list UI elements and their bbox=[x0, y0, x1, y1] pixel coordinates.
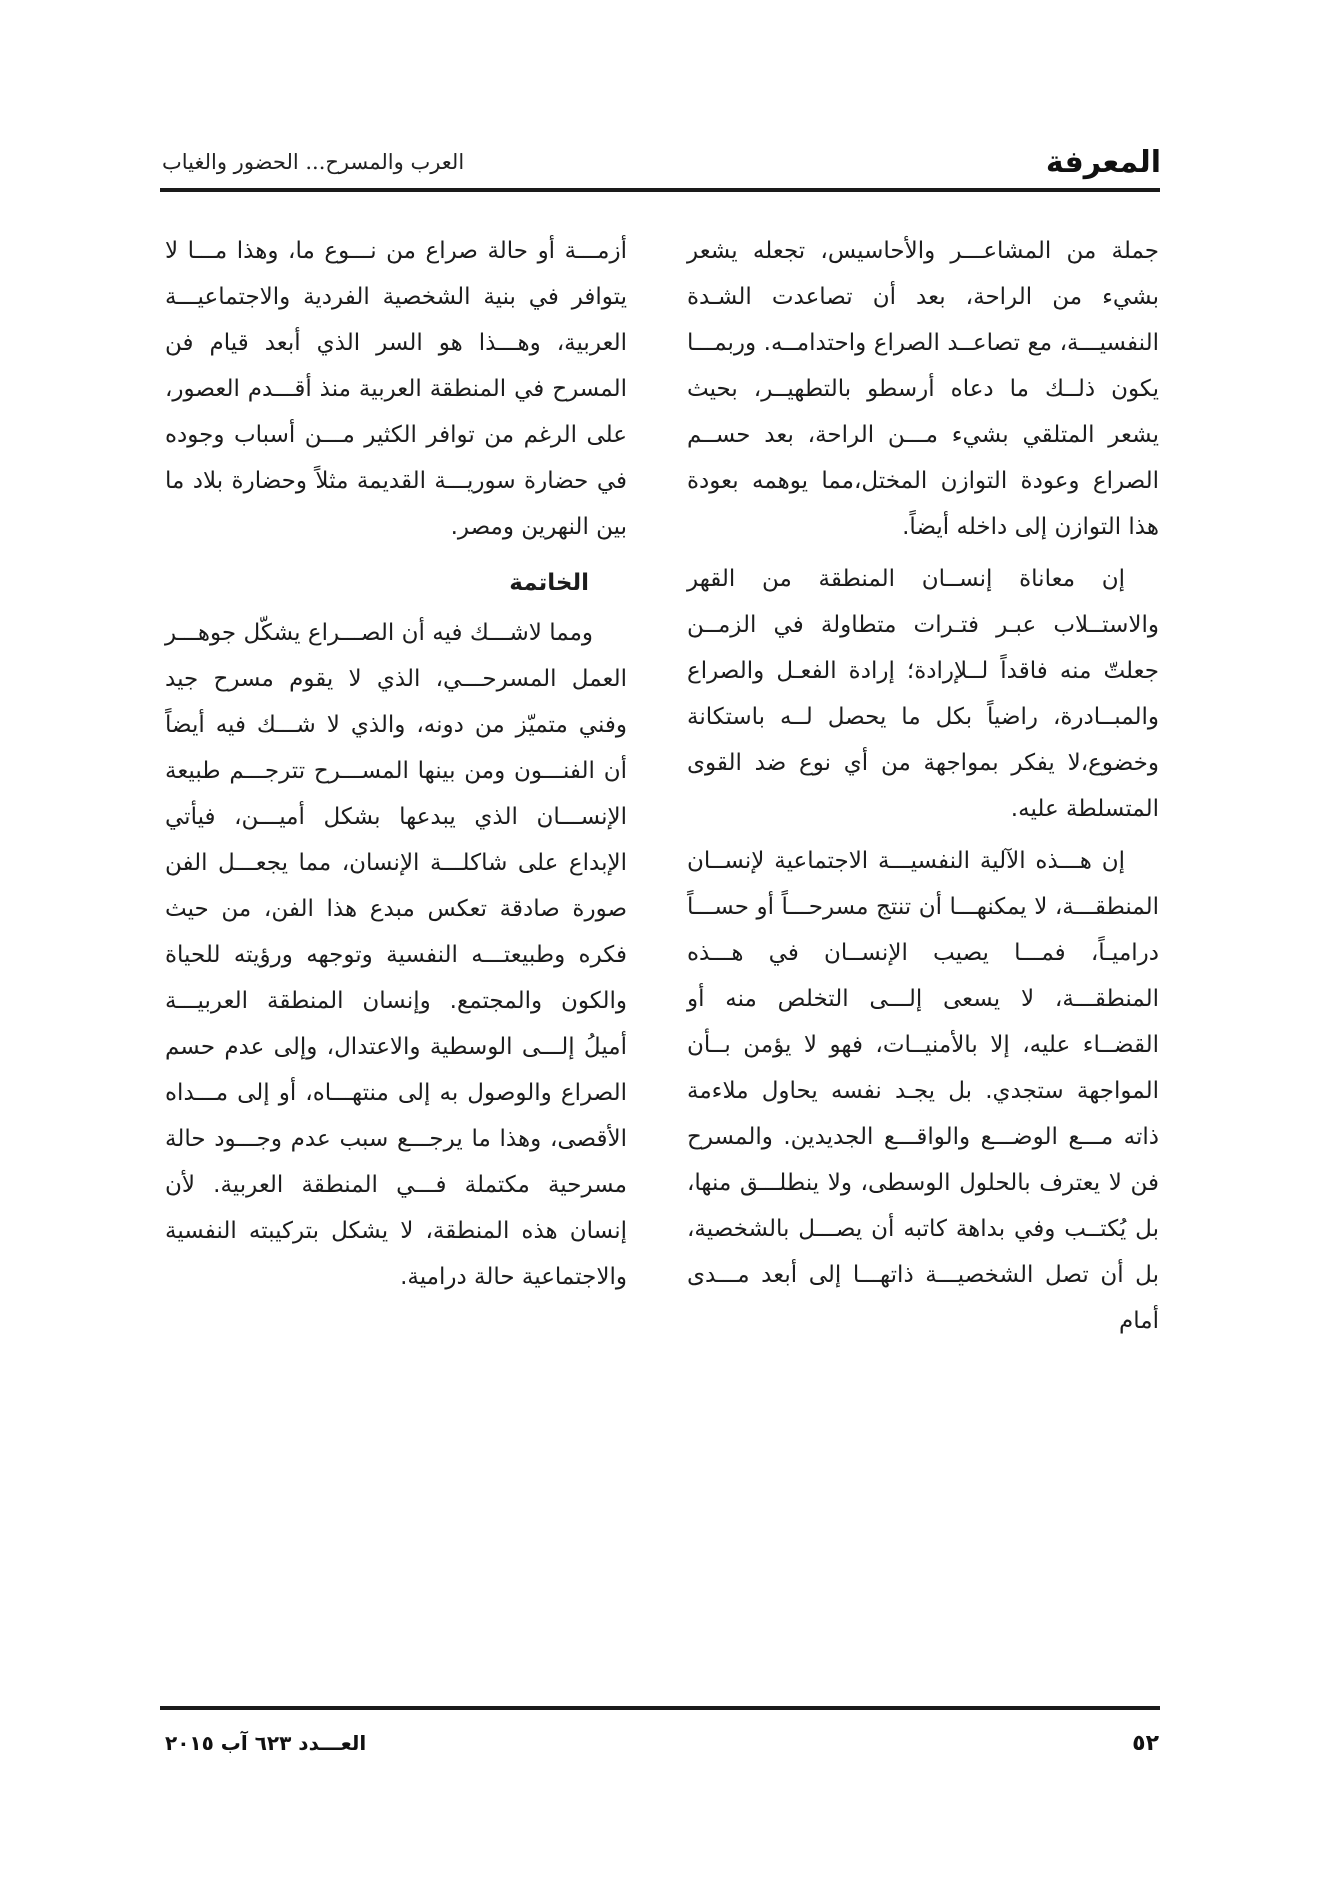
paragraph: إن هـــذه الآلية النفسيـــة الاجتماعية لإنســان المنطقـــة، لا يمكنهـــا أن تنتج مسرحـــاً أو حســـاً دراميـاً، فمـــا يصيب الإنســان في هـــذه المنطقـــة، لا يسعى إلـــى التخلص منه أو القضــاء عليه، إلا بالأمنيــات، فهو لا يؤمن بــأن المواجهة ستجدي. بل يجـد نفسه يحاول ملاءمة ذاته مـــع الوضـــع والواقـــع الجديدين. والمسرح فن لا يعترف بالحلول الوسطى، ولا ينطلـــق منها، بل يُكتــب وفي بداهة كاتبه أن يصـــل بالشخصية، بل أن تصل الشخصيـــة ذاتهـــا إلى أبعد مـــدى أمام bbox=[687, 848, 1159, 1334]
running-title: العرب والمسرح... الحضور والغياب bbox=[162, 150, 465, 174]
paragraph: ومما لاشـــك فيه أن الصـــراع يشكّل جوهـــر العمل المسرحـــي، الذي لا يقوم مسرح جيد وفني متميّز من دونه، والذي لا شـــك فيه أيضاً أن الفنـــون ومن بينها المســـرح تترجـــم طبيعة الإنســـان الذي يبدعها بشكل أميـــن، فيأتي الإبداع على شاكلـــة الإنسان، مما يجعـــل الفن صورة صادقة تعكس مبدع هذا الفن، من حيث فكره وطبيعتـــه النفسية وتوجهه ورؤيته للحياة والكون والمجتمع. وإنسان المنطقة العربيـــة أميلُ إلـــى الوسطية والاعتدال، وإلى عدم حسم الصراع والوصول به إلى منتهـــاه، أو إلى مـــداه الأقصى، وهذا ما يرجـــع سبب عدم وجـــود حالة مسرحية مكتملة فـــي المنطقة العربية. لأن إنسان هذه المنطقة، لا يشكل بتركيبته النفسية والاجتماعية حالة درامية. bbox=[165, 620, 627, 1290]
header-rule bbox=[160, 188, 1160, 192]
footer-rule bbox=[160, 1706, 1160, 1710]
left-column bbox=[165, 228, 627, 1306]
page-number: ٥٢ bbox=[1132, 1731, 1159, 1756]
paragraph: أزمـــة أو حالة صراع من نـــوع ما، وهذا مـــا لا يتوافر في بنية الشخصية الفردية والاجتماعيـــة العربية، وهـــذا هو السر الذي أبعد قيام فن المسرح في المنطقة العربية منذ أقـــدم العصور، على الرغم من توافر الكثير مـــن أسباب وجوده في حضارة سوريـــة القديمة مثلاً وحضارة بلاد ما بين النهرين ومصر. bbox=[165, 238, 627, 540]
paragraph: جملة من المشاعـــر والأحاسيس، تجعله يشعر بشيء من الراحة، بعد أن تصاعدت الشـدة النفسيـــة، مع تصاعــد الصراع واحتدامــه. وربمـــا يكون ذلــك ما دعاه أرسطو بالتطهيــر، بحيث يشعر المتلقي بشيء مـــن الراحة، بعد حســم الصراع وعودة التوازن المختل،مما يوهمه بعودة هذا التوازن إلى داخله أيضاً. bbox=[687, 238, 1159, 540]
right-column bbox=[687, 228, 1159, 1350]
issue-info: العـــدد ٦٢٣ آب ٢٠١٥ bbox=[165, 1731, 367, 1755]
paragraph: إن معاناة إنســان المنطقة من القهر والاستــلاب عبـر فتـرات متطاولة في الزمــن جعلتّ منه فاقداً لــلإرادة؛ إرادة الفعـل والصراع والمبــادرة، راضياً بكل ما يحصل لــه باستكانة وخضوع،لا يفكر بمواجهة من أي نوع ضد القوى المتسلطة عليه. bbox=[687, 566, 1159, 822]
magazine-logo: المعرفة bbox=[1045, 145, 1161, 180]
section-heading: الخاتمة bbox=[509, 570, 589, 596]
